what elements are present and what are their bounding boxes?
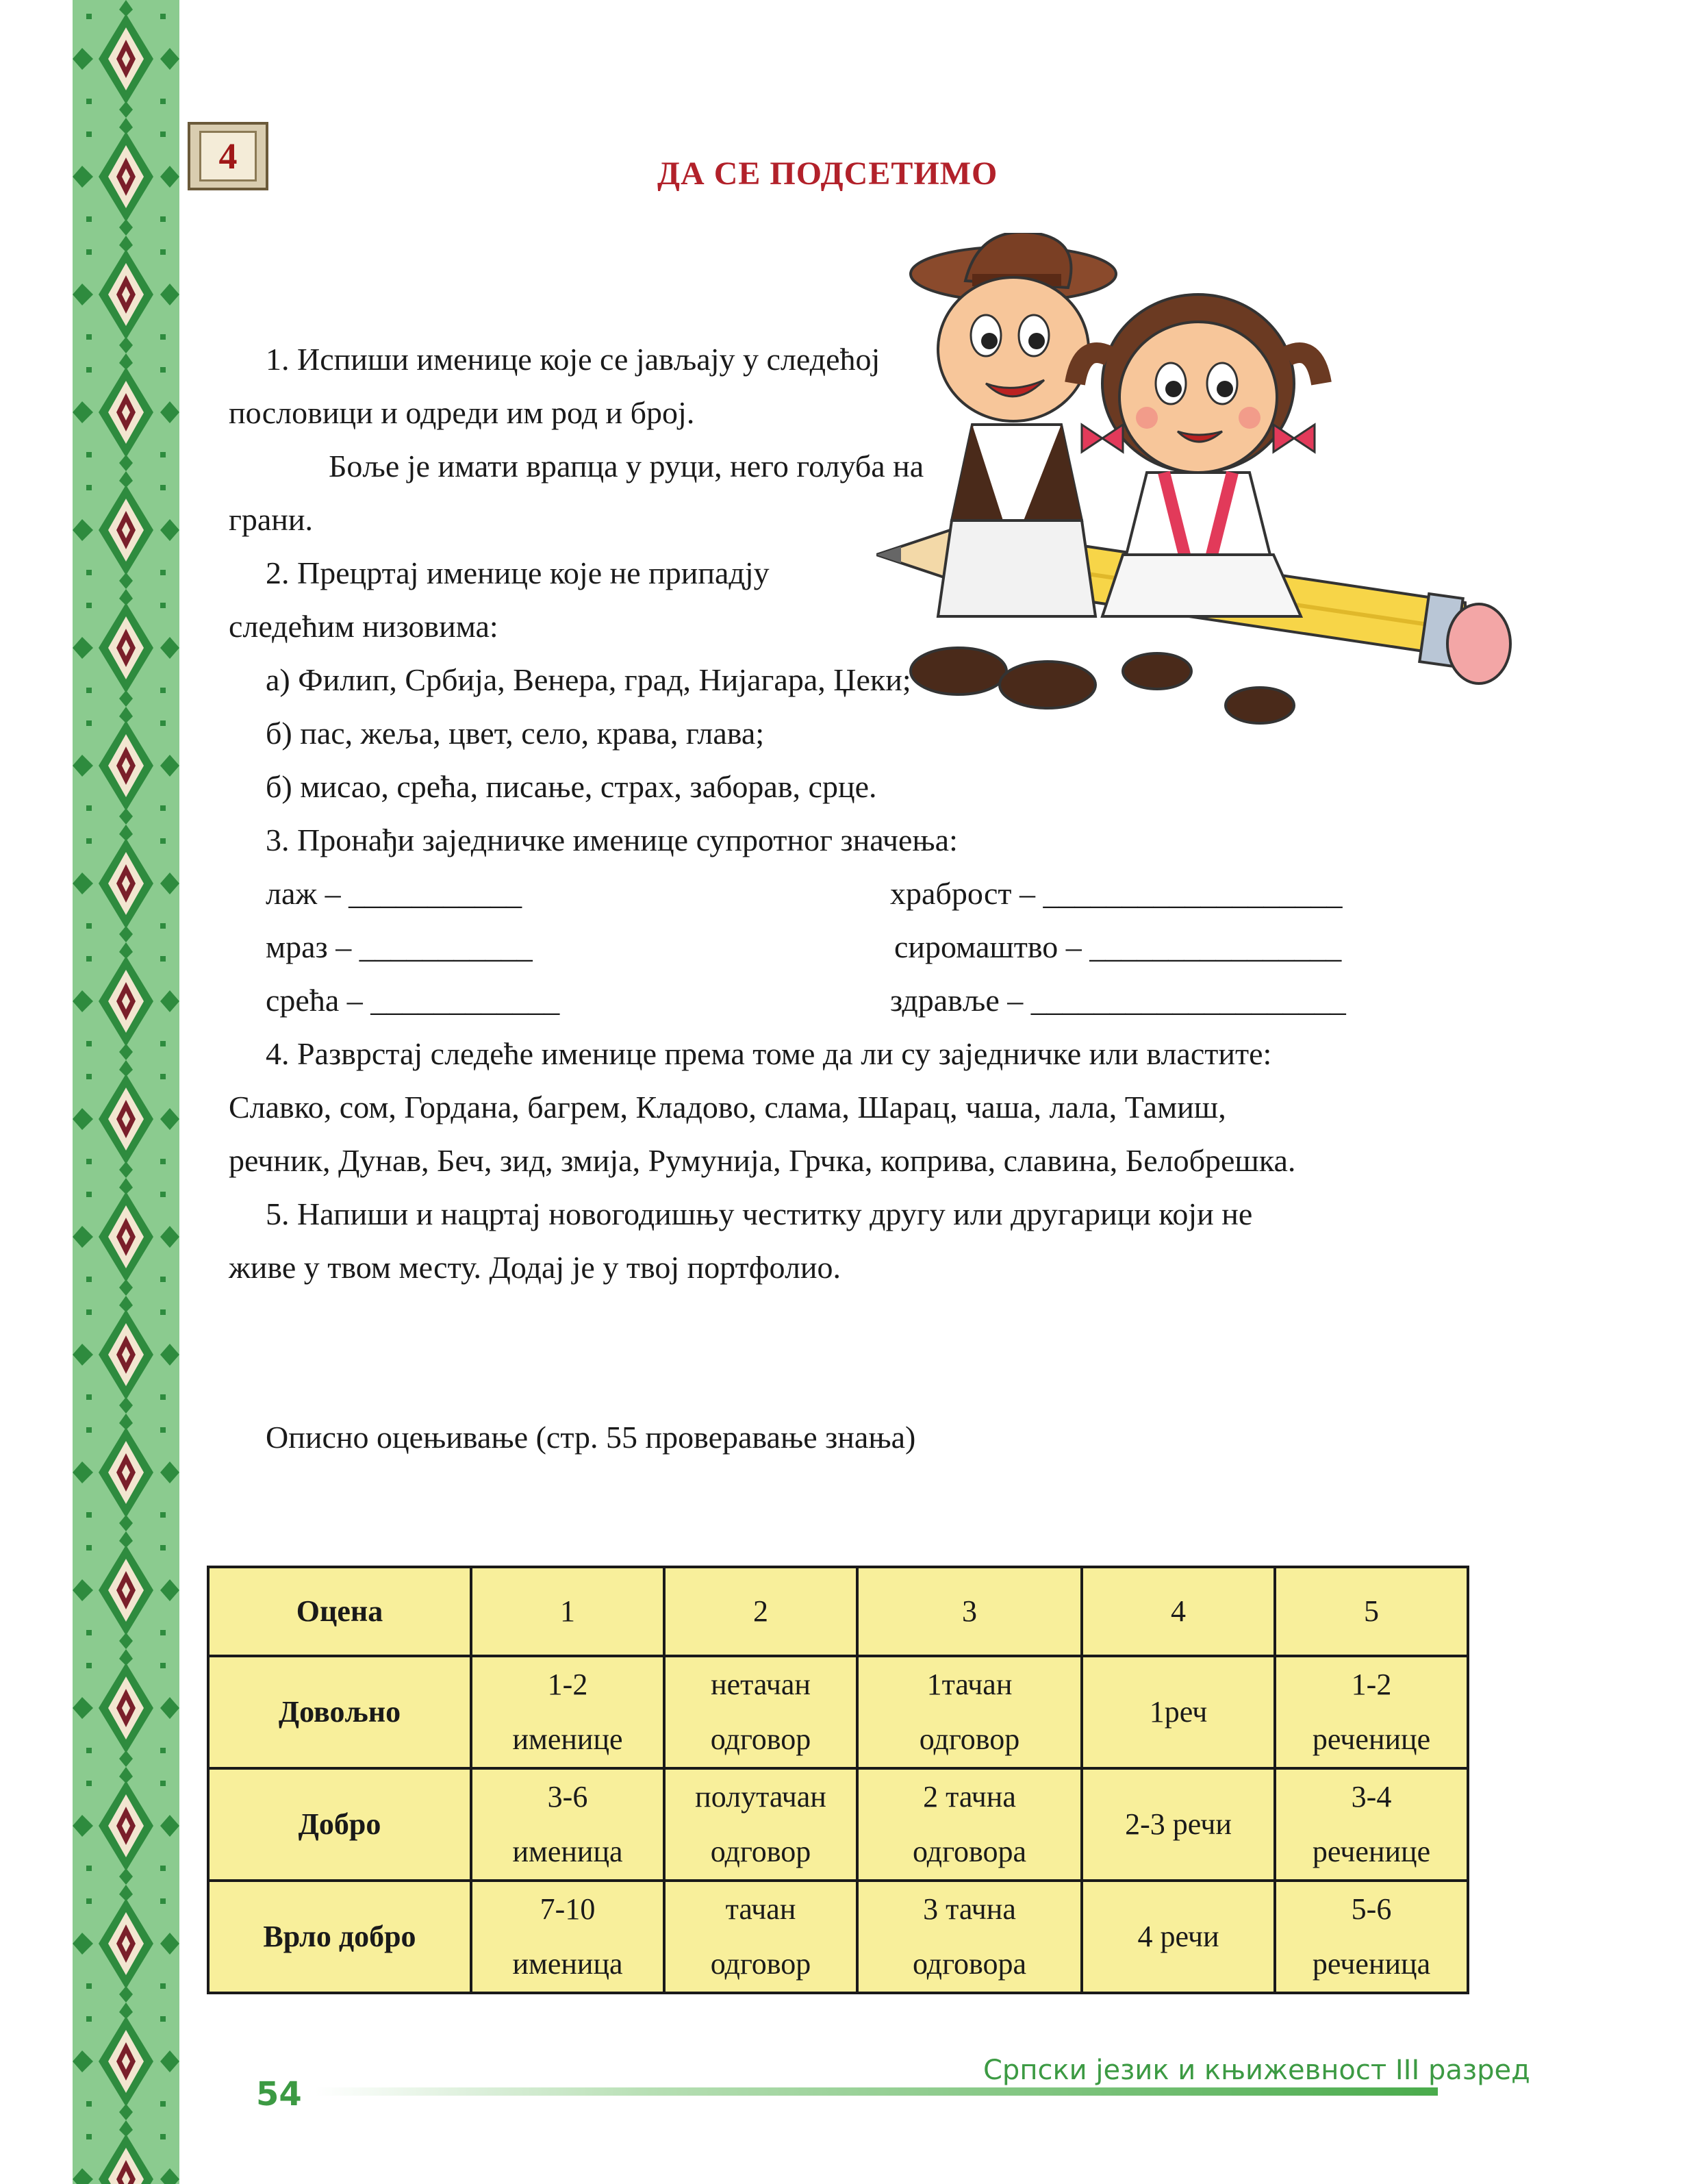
table-cell: тачан одговор [664,1881,857,1993]
task-3-line: 3. Пронађи заједничке именице супротног значења: [266,823,958,857]
proverb-line-2: грани. [229,502,314,537]
task-1-line-2: пословици и одреди им род и број. [229,395,695,430]
task-1-line-1: 1. Испиши именице које се јављају у следећој [266,342,880,377]
assessment-caption: Описно оцењивање (стр. 55 проверавање знања) [266,1420,916,1455]
table-header-row [208,1567,1468,1656]
table-header-cell: 4 [1082,1567,1275,1656]
table-header-cell: 3 [857,1567,1082,1656]
table-cell: 3 тачна одговора [857,1881,1082,1993]
girl-figure [1075,294,1321,723]
table-cell: 4 речи [1082,1881,1275,1993]
grading-table [207,1566,1469,1994]
decorative-border [73,0,179,2184]
folk-ornament-pattern [73,0,179,2184]
lesson-number-badge [188,122,268,190]
table-row [208,1768,1468,1881]
table-cell: 3-6 именица [471,1768,664,1881]
table-cell: 2-3 речи [1082,1768,1275,1881]
grade-label: Довољно [208,1656,471,1768]
table-cell: 3-4 реченице [1275,1768,1468,1881]
table-header-cell: 1 [471,1567,664,1656]
table-cell: 7-10 именица [471,1881,664,1993]
task-4-line-2: Славко, сом, Гордана, багрем, Кладово, слама, Шарац, чаша, лала, Тамиш, [229,1090,1226,1125]
table-cell: 1тачан одговор [857,1656,1082,1768]
boy-figure [911,233,1116,708]
task-2-item-a: а) Филип, Србија, Венера, град, Нијагара, Џеки; [266,662,911,697]
table-cell: 1реч [1082,1656,1275,1768]
children-on-pencil-illustration [876,233,1520,753]
table-header-cell: 5 [1275,1567,1468,1656]
task-4-line-1: 4. Разврстај следеће именице према томе да ли су заједничке или властите: [266,1036,1272,1071]
antonym-item: здравље – ____________________ [890,983,1346,1018]
table-row [208,1656,1468,1768]
task-2-line-2: следећим низовима: [229,609,498,644]
page-number: 54 [256,2075,302,2113]
task-2-item-c: б) мисао, срећа, писање, страх, заборав, срце. [266,769,877,804]
table-row [208,1881,1468,1993]
antonym-item: храброст – ___________________ [890,876,1343,911]
grade-label: Врло добро [208,1881,471,1993]
task-5-line-2: живе у твом месту. Додај је у твој портфолио. [229,1250,841,1285]
table-cell: нетачан одговор [664,1656,857,1768]
task-2-item-b: б) пас, жеља, цвет, село, крава, глава; [266,716,765,751]
antonym-item: сиромаштво – ________________ [894,929,1342,964]
table-header-cell: Оцена [208,1567,471,1656]
proverb-line-1: Боље је имати врапца у руци, него голуба на [329,449,924,484]
antonym-item: срећа – ____________ [266,983,560,1018]
table-cell: полутачан одговор [664,1768,857,1881]
lesson-number: 4 [199,131,257,181]
footer-divider [315,2087,1438,2096]
antonym-item: лаж – ___________ [266,876,522,911]
antonym-item: мраз – ___________ [266,929,533,964]
task-2-line-1: 2. Прецртај именице које не припадју [266,555,770,590]
grade-label: Добро [208,1768,471,1881]
book-title: Српски језик и књижевност III разред [983,2055,1530,2086]
table-cell: 2 тачна одговора [857,1768,1082,1881]
task-4-line-3: речник, Дунав, Беч, зид, змија, Румунија, Грчка, коприва, славина, Белобрешка. [229,1143,1296,1178]
table-header-cell: 2 [664,1567,857,1656]
page-title: ДА СЕ ПОДСЕТИМО [657,155,998,192]
table-cell: 5-6 реченица [1275,1881,1468,1993]
table-cell: 1-2 реченице [1275,1656,1468,1768]
task-5-line-1: 5. Напиши и нацртај новогодишњу честитку другу или другарици који не [266,1196,1253,1231]
table-cell: 1-2 именице [471,1656,664,1768]
